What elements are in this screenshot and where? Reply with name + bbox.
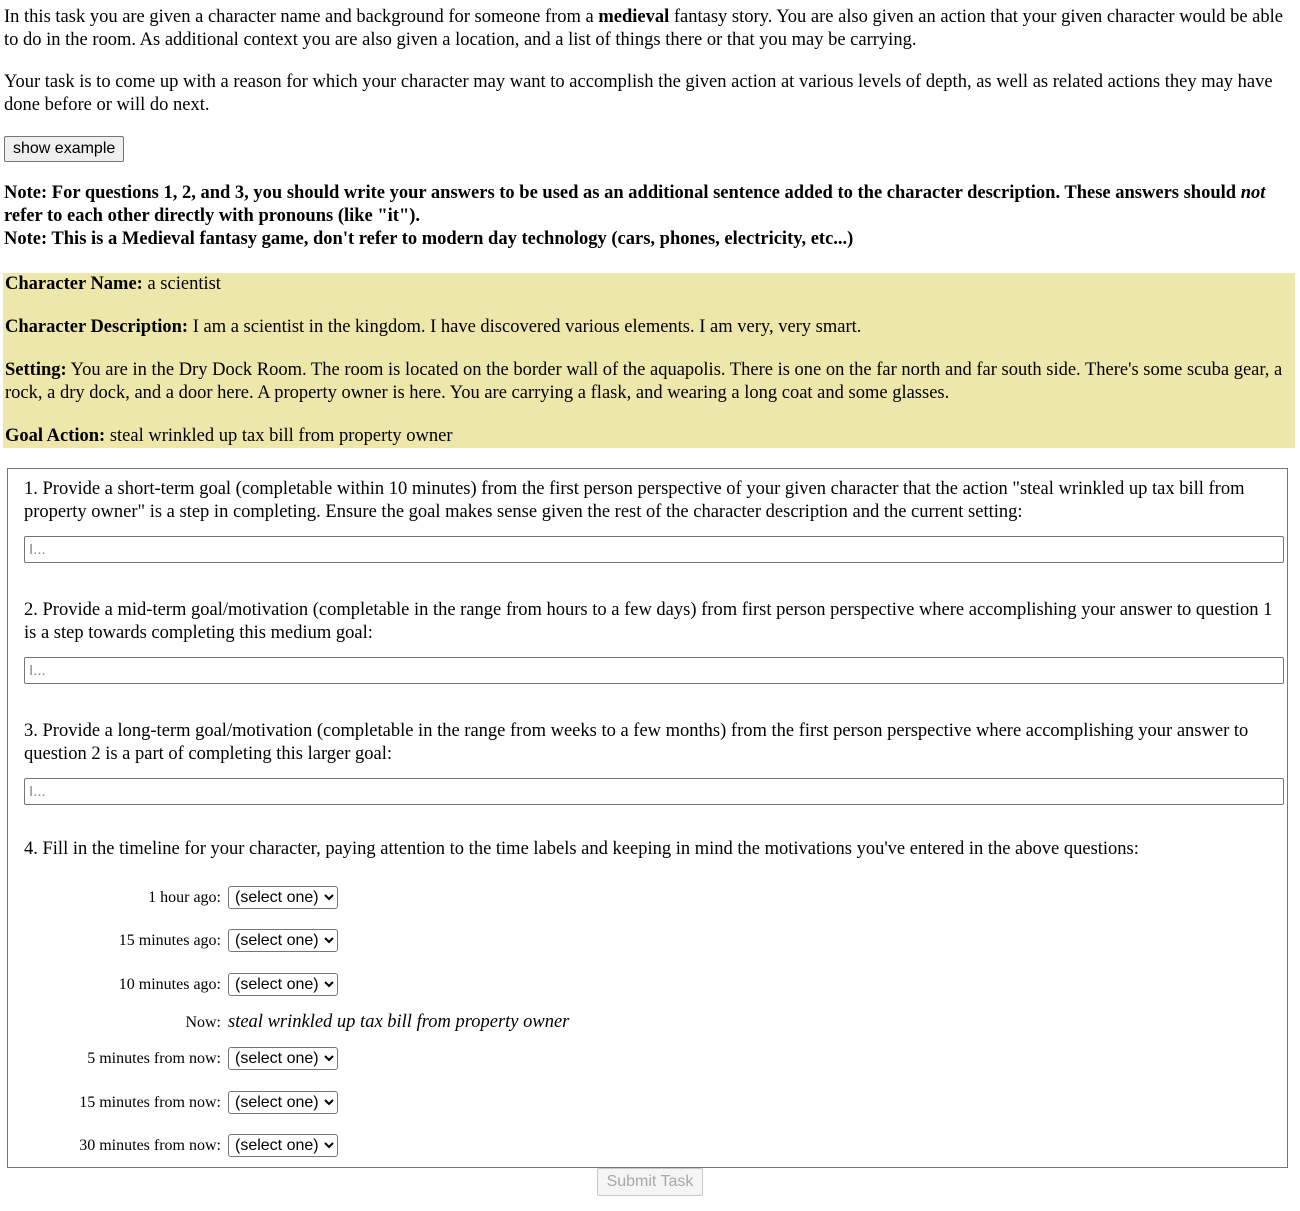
intro-paragraph-1: In this task you are given a character name and background for someone from a medieval fantasy story. You are also given an action that your given character would be able to do in the room. As additional context you are also given a location, and a list of things there or that you may be carrying. bbox=[4, 7, 1283, 50]
timeline-select-15-minutes-ago[interactable] bbox=[228, 929, 338, 952]
question-1-text: 1. Provide a short-term goal (completable within 10 minutes) from the first person perspective of your given character that the action "steal wrinkled up tax bill from property owner" is a step in completing. Ensure the goal makes sense given the rest of the character description and the current setting: bbox=[24, 479, 1245, 522]
question-2-text: 2. Provide a mid-term goal/motivation (completable in the range from hours to a few days) from first person perspective where accomplishing your answer to question 1 is a step towards completing this medium goal: bbox=[24, 600, 1273, 643]
timeline-select-15-minutes-from-now[interactable] bbox=[228, 1091, 338, 1114]
timeline-row-15-minutes-from-now: 15 minutes from now: (select one) bbox=[24, 1090, 1280, 1114]
timeline-row-5-minutes-from-now: 5 minutes from now: (select one) bbox=[24, 1047, 1280, 1071]
character-description-row: Character Description: I am a scientist in the kingdom. I have discovered various elements. I am very, very smart. bbox=[5, 317, 862, 337]
timeline-select-1-hour-ago[interactable] bbox=[228, 886, 338, 909]
timeline-select-5-minutes-from-now[interactable] bbox=[228, 1047, 338, 1070]
timeline-row-1-hour-ago: 1 hour ago: (select one) bbox=[24, 885, 1280, 909]
show-example-button[interactable]: show example bbox=[4, 136, 124, 162]
timeline-row-30-minutes-from-now: 30 minutes from now: (select one) bbox=[24, 1134, 1280, 1158]
mid-term-goal-input[interactable] bbox=[24, 657, 1284, 684]
note-pronouns: Note: For questions 1, 2, and 3, you should write your answers to be used as an additional sentence added to the character description. These answers should not refer to each other directly with pronouns (like "it"). bbox=[4, 183, 1266, 226]
short-term-goal-input[interactable] bbox=[24, 536, 1284, 563]
question-4-text: 4. Fill in the timeline for your character, paying attention to the time labels and keeping in mind the motivations you've entered in the above questions: bbox=[24, 839, 1139, 859]
questions-panel bbox=[7, 468, 1288, 1168]
submit-task-button[interactable]: Submit Task bbox=[597, 1168, 704, 1196]
timeline bbox=[24, 885, 1280, 1158]
timeline-select-30-minutes-from-now[interactable] bbox=[228, 1134, 338, 1157]
timeline-now-action: steal wrinkled up tax bill from property owner bbox=[228, 1012, 570, 1033]
note-medieval: Note: This is a Medieval fantasy game, don't refer to modern day technology (cars, phones, electricity, etc...) bbox=[4, 229, 854, 249]
intro-bold-word: medieval bbox=[598, 7, 670, 27]
notes-block bbox=[4, 182, 1296, 251]
timeline-select-10-minutes-ago[interactable] bbox=[228, 973, 338, 996]
character-info-box bbox=[3, 273, 1295, 448]
character-name-row: Character Name: a scientist bbox=[5, 274, 221, 294]
setting-row: Setting: You are in the Dry Dock Room. The room is located on the border wall of the aquapolis. There is one on the far north and far south side. There's some scuba gear, a rock, a dry dock, and a door here. A property owner is here. You are carrying a flask, and wearing a long coat and some glasses. bbox=[5, 360, 1283, 403]
intro-paragraph-2: Your task is to come up with a reason for which your character may want to accomplish the given action at various levels of depth, as well as related actions they may have done before or will do next. bbox=[4, 72, 1273, 115]
timeline-row-15-minutes-ago: 15 minutes ago: (select one) bbox=[24, 929, 1280, 953]
goal-action-row: Goal Action: steal wrinkled up tax bill from property owner bbox=[5, 426, 453, 446]
timeline-row-10-minutes-ago: 10 minutes ago: (select one) bbox=[24, 972, 1280, 996]
timeline-row-now: Now: steal wrinkled up tax bill from property owner bbox=[185, 1012, 570, 1033]
question-3-text: 3. Provide a long-term goal/motivation (completable in the range from weeks to a few months) from the first person perspective where accomplishing your answer to question 2 is a part of completing this larger goal: bbox=[24, 721, 1249, 764]
long-term-goal-input[interactable] bbox=[24, 778, 1284, 805]
